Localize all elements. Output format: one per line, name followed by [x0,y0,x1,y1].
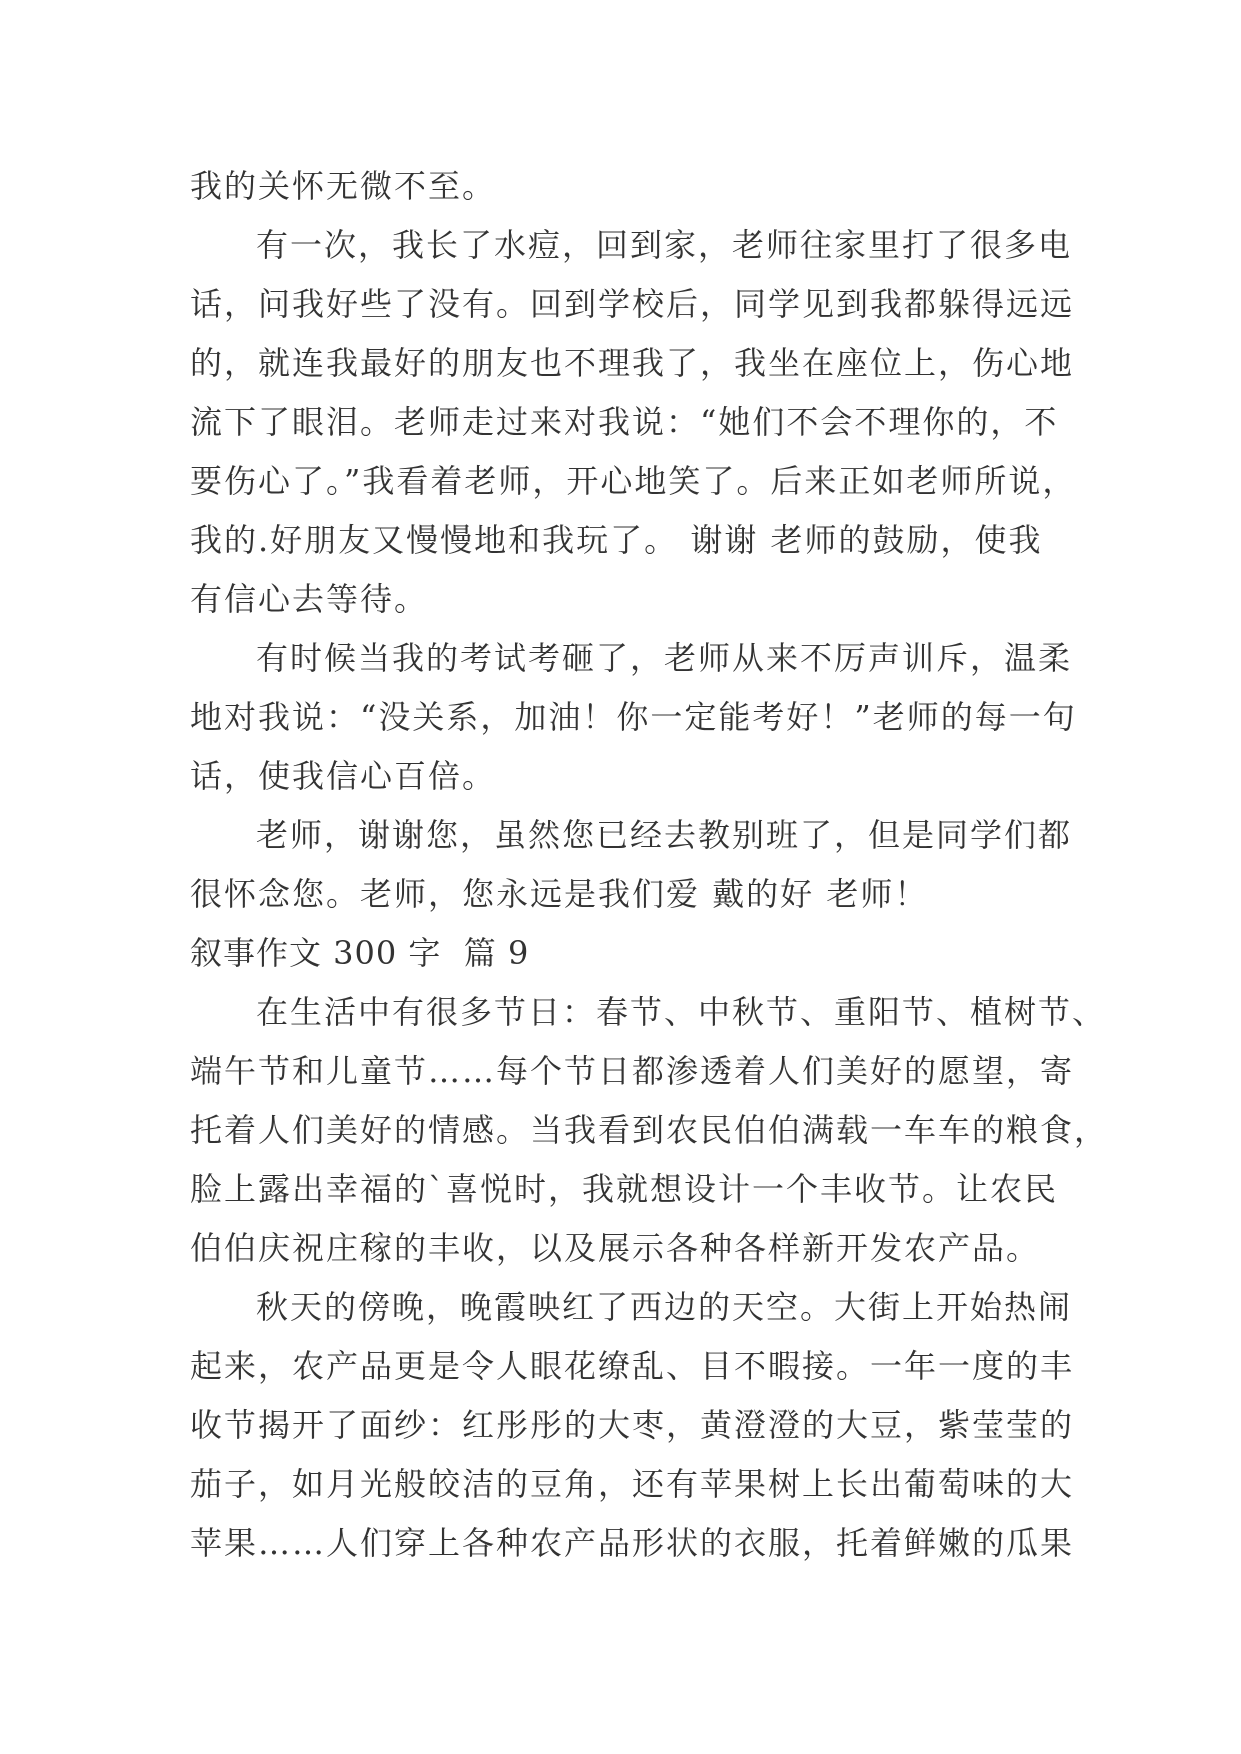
text-line: 老师，谢谢您，虽然您已经去教别班了，但是同学们都 [256,816,1073,854]
text-line: 有时候当我的考试考砸了，老师从来不厉声训斥，温柔 [256,639,1073,677]
text-line: 苹果……人们穿上各种农产品形状的衣服，托着鲜嫩的瓜果 [190,1524,1075,1562]
text-line: 脸上露出幸福的`喜悦时，我就想设计一个丰收节。让农民 [190,1170,1059,1208]
text-line: 地对我说：“没关系，加油！你一定能考好！”老师的每一句 [190,698,1077,736]
text-line: 托着人们美好的情感。当我看到农民伯伯满载一车车的粮食， [190,1111,1109,1149]
text-line: 我的.好朋友又慢慢地和我玩了。 谢谢 老师的鼓励，使我 [190,521,1043,559]
text-line: 端午节和儿童节……每个节日都渗透着人们美好的愿望，寄 [190,1052,1075,1090]
text-line: 起来，农产品更是令人眼花缭乱、目不暇接。一年一度的丰 [190,1347,1075,1385]
text-line: 有信心去等待。 [190,580,429,618]
text-line: 茄子，如月光般皎洁的豆角，还有苹果树上长出葡萄味的大 [190,1465,1075,1503]
document-body [190,157,1109,1573]
text-line: 我的关怀无微不至。 [190,167,497,205]
section-heading: 叙事作文 300 字 篇 9 [190,934,530,972]
text-line: 话，问我好些了没有。回到学校后，同学见到我都躲得远远 [190,285,1075,323]
text-line: 伯伯庆祝庄稼的丰收，以及展示各种各样新开发农产品。 [190,1229,1041,1267]
text-line: 很怀念您。老师，您永远是我们爱 戴的好 老师！ [190,875,929,913]
text-line: 收节揭开了面纱：红彤彤的大枣，黄澄澄的大豆，紫莹莹的 [190,1406,1075,1444]
text-line: 的，就连我最好的朋友也不理我了，我坐在座位上，伤心地 [190,344,1075,382]
text-line: 话，使我信心百倍。 [190,757,497,795]
text-line: 秋天的傍晚，晚霞映红了西边的天空。大街上开始热闹 [256,1288,1073,1326]
text-line: 要伤心了。”我看着老师，开心地笑了。后来正如老师所说， [190,462,1077,500]
text-line: 有一次，我长了水痘，回到家，老师往家里打了很多电 [256,226,1073,264]
text-line: 流下了眼泪。老师走过来对我说：“她们不会不理你的，不 [190,403,1059,441]
text-line: 在生活中有很多节日：春节、中秋节、重阳节、植树节、 [256,993,1107,1031]
